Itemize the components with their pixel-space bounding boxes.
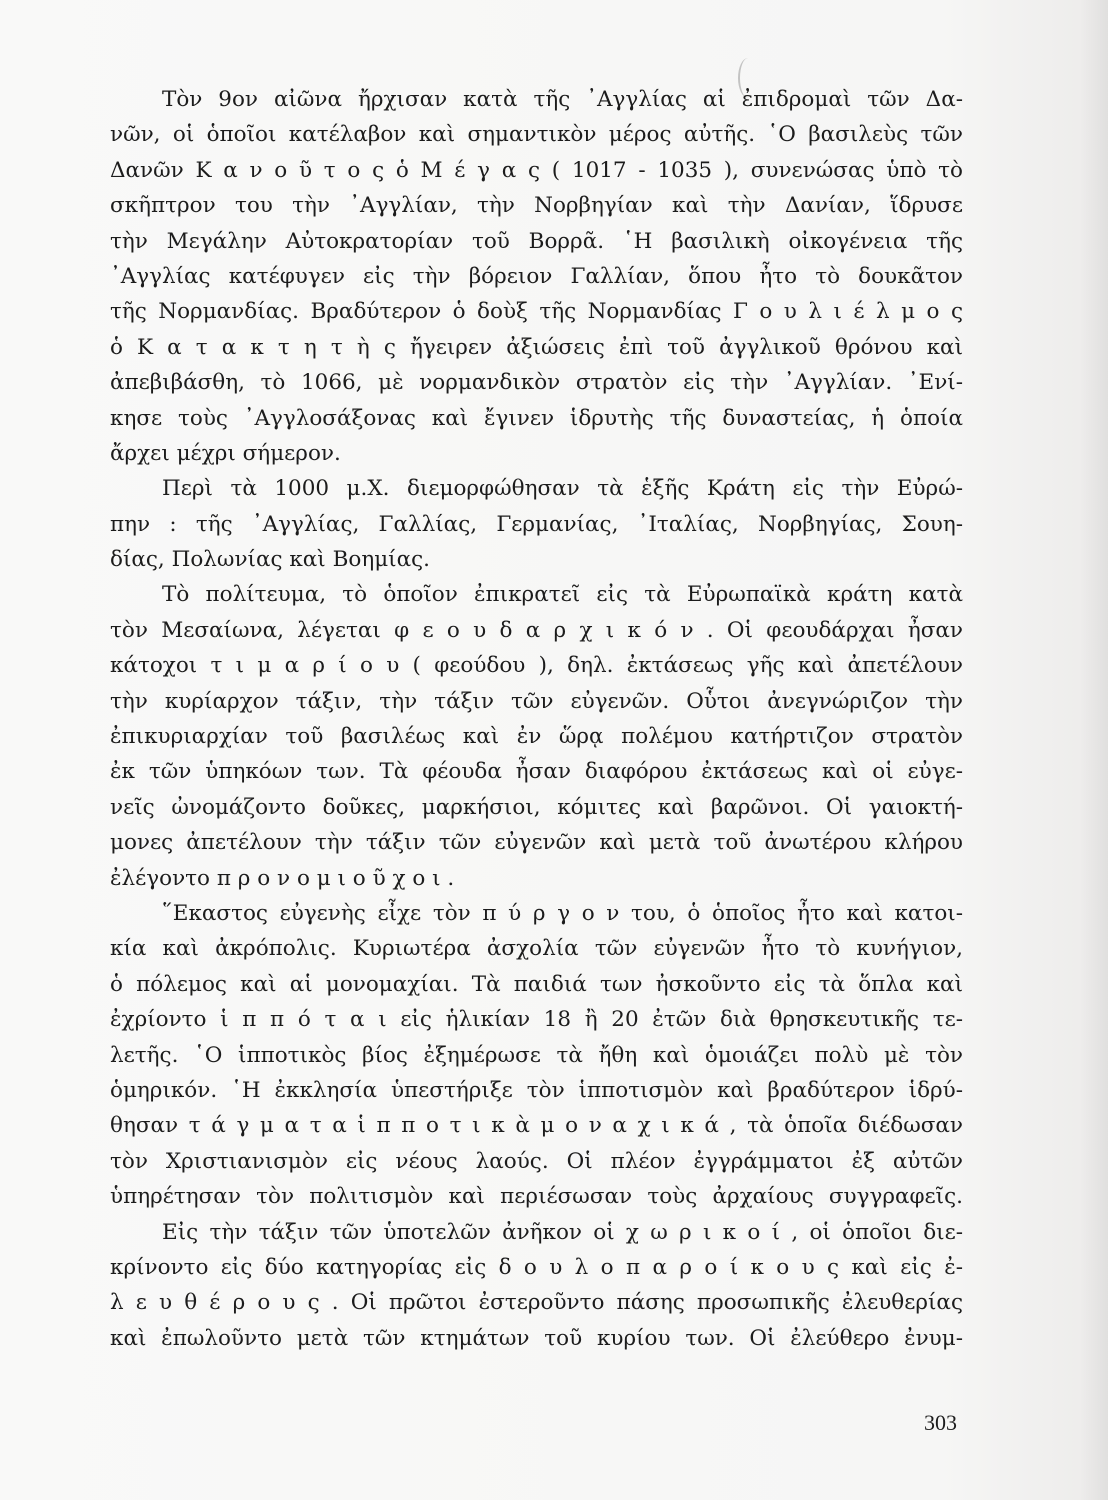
text-line: ἀπεβιβάσθη, τὸ 1066, μὲ νορμανδικὸν στρατὸν εἰς τὴν ᾿Αγγλίαν. ᾿Ενί- (110, 370, 963, 396)
text-line: πην : τῆς ᾿Αγγλίας, Γαλλίας, Γερμανίας, ᾿Ιταλίας, Νορβηγίας, Σουη- (110, 511, 963, 537)
text-line: κία καὶ ἀκρόπολις. Κυριωτέρα ἀσχολία τῶν εὐγενῶν ἦτο τὸ κυνήγιον, (110, 936, 963, 962)
text-line: Τὸ πολίτευμα, τὸ ὁποῖον ἐπικρατεῖ εἰς τὰ Εὐρωπαϊκὰ κράτη κατὰ (162, 582, 963, 608)
text-line: ὁ πόλεμος καὶ αἱ μονομαχίαι. Τὰ παιδιά των ἠσκοῦντο εἰς τὰ ὅπλα καὶ (110, 971, 963, 997)
text-line: μονες ἀπετέλουν τὴν τάξιν τῶν εὐγενῶν καὶ μετὰ τοῦ ἀνωτέρου κλήρου (110, 830, 963, 856)
paragraph-4 (110, 896, 963, 1215)
paragraph-3 (110, 577, 963, 896)
page-number: 303 (924, 1410, 957, 1435)
text-line: ἐχρίοντο ἱ π π ό τ α ι εἰς ἡλικίαν 18 ἢ 20 ἐτῶν διὰ θρησκευτικῆς τε- (110, 1007, 963, 1033)
text-line: τὴν κυρίαρχον τάξιν, τὴν τάξιν τῶν εὐγενῶν. Οὗτοι ἀνεγνώριζον τὴν (110, 688, 963, 714)
paragraph-2 (110, 471, 963, 577)
text-line: ὁμηρικόν. ῾Η ἐκκλησία ὑπεστήριξε τὸν ἱπποτισμὸν καὶ βραδύτερον ἱδρύ- (110, 1077, 963, 1103)
text-line: θησαν τ ά γ μ α τ α ἱ π π ο τ ι κ ὰ μ ο ν α χ ι κ ά , τὰ ὁποῖα διέδωσαν (110, 1113, 963, 1139)
paragraph-1 (110, 82, 963, 471)
text-line: Τὸν 9ον αἰῶνα ἤρχισαν κατὰ τῆς ᾿Αγγλίας αἱ ἐπιδρομαὶ τῶν Δα- (162, 87, 963, 112)
text-line: δίας, Πολωνίας καὶ Βοημίας. (110, 547, 430, 573)
text-line: νεῖς ὠνομάζοντο δοῦκες, μαρκήσιοι, κόμιτες καὶ βαρῶνοι. Οἱ γαιοκτή- (110, 794, 963, 820)
text-line: τὸν Μεσαίωνα, λέγεται φ ε ο υ δ α ρ χ ι κ ό ν . Οἱ φεουδάρχαι ἦσαν (110, 617, 963, 643)
text-line: ὑπηρέτησαν τὸν πολιτισμὸν καὶ περιέσωσαν τοὺς ἀρχαίους συγγραφεῖς. (110, 1184, 963, 1210)
text-line: καὶ ἐπωλοῦντο μετὰ τῶν κτημάτων τοῦ κυρίου των. Οἱ ἐλεύθερο ἐνυμ- (110, 1325, 963, 1351)
text-line: ᾿Αγγλίας κατέφυγεν εἰς τὴν βόρειον Γαλλίαν, ὅπου ἦτο τὸ δουκᾶτον (110, 263, 963, 289)
text-line: ῞Εκαστος εὐγενὴς εἶχε τὸν π ύ ρ γ ο ν του, ὁ ὁποῖος ἦτο καὶ κατοι- (162, 900, 963, 926)
text-line: Δανῶν Κ α ν ο ῦ τ ο ς ὁ Μ έ γ α ς ( 1017 - 1035 ), συνενώσας ὑπὸ τὸ (110, 157, 963, 183)
text-line: Περὶ τὰ 1000 μ.Χ. διεμορφώθησαν τὰ ἑξῆς Κράτη εἰς τὴν Εὐρώ- (162, 476, 963, 502)
text-line: ἄρχει μέχρι σήμερον. (110, 440, 341, 466)
text-line: κησε τοὺς ᾿Αγγλοσάξονας καὶ ἔγινεν ἱδρυτὴς τῆς δυναστείας, ἡ ὁποία (110, 405, 963, 431)
text-line: ἐλέγοντο π ρ ο ν ο μ ι ο ῦ χ ο ι . (110, 865, 455, 891)
text-line: ὁ Κ α τ α κ τ η τ ὴ ς ἤγειρεν ἀξιώσεις ἐπὶ τοῦ ἀγγλικοῦ θρόνου καὶ (110, 334, 963, 360)
text-line: τῆς Νορμανδίας. Βραδύτερον ὁ δοὺξ τῆς Νορμανδίας Γ ο υ λ ι έ λ μ ο ς (110, 299, 963, 325)
text-line: κρίνοντο εἰς δύο κατηγορίας εἰς δ ο υ λ ο π α ρ ο ί κ ο υ ς καὶ εἰς ἐ- (110, 1254, 963, 1280)
text-line: κάτοχοι τ ι μ α ρ ί ο υ ( φεούδου ), δηλ. ἐκτάσεως γῆς καὶ ἀπετέλουν (110, 653, 963, 679)
text-line: τὸν Χριστιανισμὸν εἰς νέους λαούς. Οἱ πλέον ἐγγράμματοι ἐξ αὐτῶν (110, 1148, 963, 1174)
text-line: ἐκ τῶν ὑπηκόων των. Τὰ φέουδα ἦσαν διαφόρου ἐκτάσεως καὶ οἱ εὐγε- (110, 759, 963, 785)
paragraph-5 (110, 1215, 963, 1357)
text-line: Εἰς τὴν τάξιν τῶν ὑποτελῶν ἀνῆκον οἱ χ ω ρ ι κ ο ί , οἱ ὁποῖοι διε- (162, 1219, 963, 1245)
text-line: λ ε υ θ έ ρ ο υ ς . Οἱ πρῶτοι ἐστεροῦντο πάσης προσωπικῆς ἐλευθερίας (110, 1290, 963, 1316)
body-text (110, 82, 963, 1356)
text-line: ἐπικυριαρχίαν τοῦ βασιλέως καὶ ἐν ὥρᾳ πολέμου κατήρτιζον στρατὸν (110, 724, 963, 750)
text-line: σκῆπτρον του τὴν ᾿Αγγλίαν, τὴν Νορβηγίαν καὶ τὴν Δανίαν, ἵδρυσε (110, 193, 963, 219)
text-line: νῶν, οἱ ὁποῖοι κατέλαβον καὶ σημαντικὸν μέρος αὐτῆς. ῾Ο βασιλεὺς τῶν (110, 122, 963, 148)
binding-shadow (1080, 0, 1108, 1500)
text-line: λετῆς. ῾Ο ἱπποτικὸς βίος ἐξημέρωσε τὰ ἤθη καὶ ὁμοιάζει πολὺ μὲ τὸν (110, 1042, 963, 1068)
text-line: τὴν Μεγάλην Αὐτοκρατορίαν τοῦ Βορρᾶ. ῾Η βασιλικὴ οἰκογένεια τῆς (110, 228, 963, 254)
